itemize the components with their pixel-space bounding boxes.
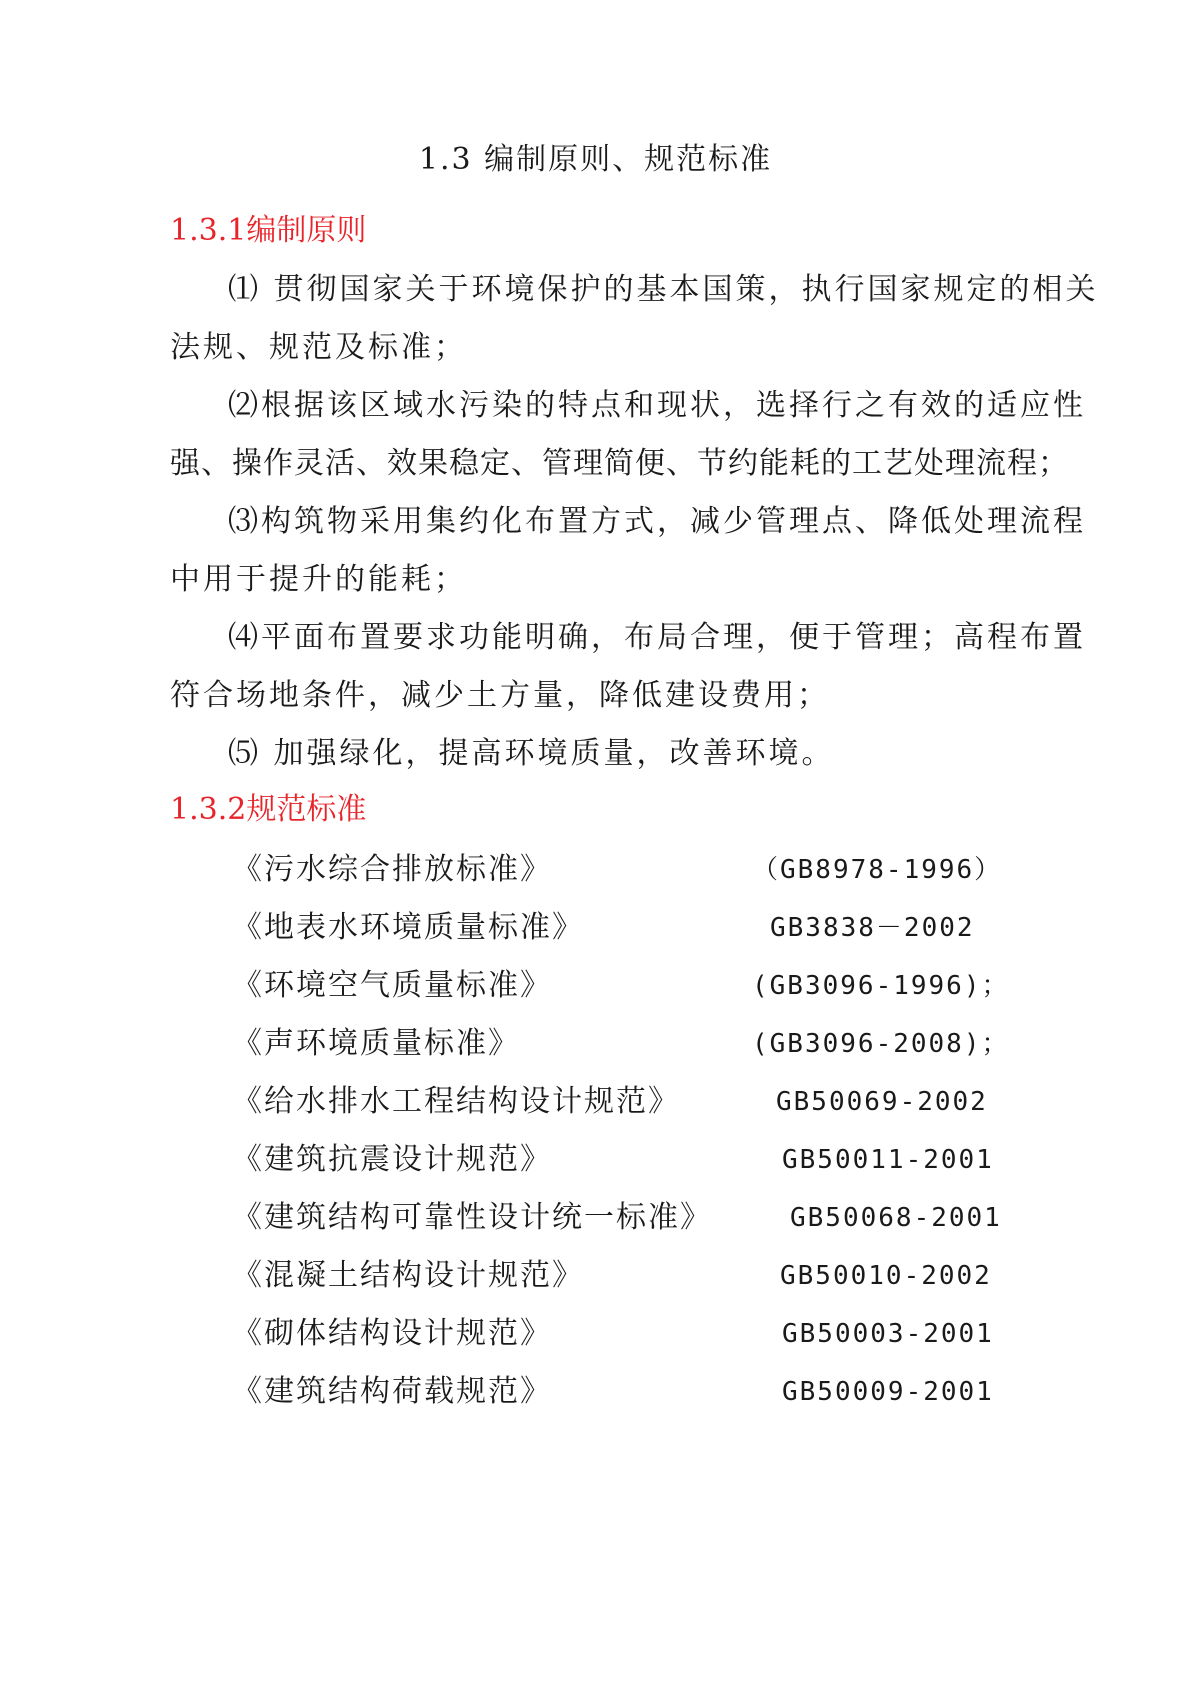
standard-name: 《建筑抗震设计规范》 <box>232 1142 552 1177</box>
standard-name: 《砌体结构设计规范》 <box>232 1316 552 1351</box>
standard-code: GB3838－2002 <box>770 913 975 943</box>
principle-4-line-2: 符合场地条件，减少土方量，降低建设费用； <box>170 678 830 713</box>
standard-code: GB50010-2002 <box>780 1261 992 1291</box>
page-title: 1.3 编制原则、规范标准 <box>418 142 773 177</box>
standard-code: GB50003-2001 <box>782 1319 994 1349</box>
standard-name: 《声环境质量标准》 <box>232 1026 520 1061</box>
principle-2-line-2: 强、操作灵活、效果稳定、管理简便、节约能耗的工艺处理流程； <box>170 446 1069 481</box>
standard-code: (GB3096-2008)； <box>752 1029 1010 1059</box>
principle-4-line-1: ⑷平面布置要求功能明确，布局合理，便于管理；高程布置 <box>228 620 1086 655</box>
standard-name: 《污水综合排放标准》 <box>232 852 552 887</box>
standard-name: 《建筑结构荷载规范》 <box>232 1374 552 1409</box>
standard-name: 《建筑结构可靠性设计统一标准》 <box>232 1200 712 1235</box>
standard-code: GB50009-2001 <box>782 1377 994 1407</box>
standard-name: 《混凝土结构设计规范》 <box>232 1258 584 1293</box>
principle-3-line-2: 中用于提升的能耗； <box>170 562 467 597</box>
standard-code: GB50069-2002 <box>776 1087 988 1117</box>
section-heading-principles: 1.3.1编制原则 <box>170 213 367 248</box>
principle-2-line-1: ⑵根据该区域水污染的特点和现状，选择行之有效的适应性 <box>228 388 1086 423</box>
standard-name: 《环境空气质量标准》 <box>232 968 552 1003</box>
standard-code: GB50011-2001 <box>782 1145 994 1175</box>
principle-1-line-1: ⑴ 贯彻国家关于环境保护的基本国策，执行国家规定的相关 <box>228 272 1099 307</box>
standard-code: （GB8978-1996） <box>752 855 1003 885</box>
standard-code: (GB3096-1996)； <box>752 971 1010 1001</box>
principle-5-line-1: ⑸ 加强绿化，提高环境质量，改善环境。 <box>228 736 835 771</box>
standard-name: 《地表水环境质量标准》 <box>232 910 584 945</box>
principle-1-line-2: 法规、规范及标准； <box>170 330 467 365</box>
standard-name: 《给水排水工程结构设计规范》 <box>232 1084 680 1119</box>
principle-3-line-1: ⑶构筑物采用集约化布置方式，减少管理点、降低处理流程 <box>228 504 1086 539</box>
standard-code: GB50068-2001 <box>790 1203 1002 1233</box>
section-heading-standards: 1.3.2规范标准 <box>170 792 367 827</box>
